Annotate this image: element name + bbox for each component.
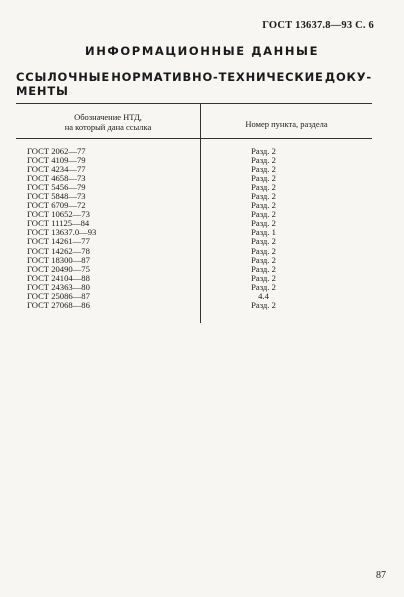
references-title [16,70,372,98]
gost-designation: ГОСТ 5848—73 [27,191,86,202]
gost-designation: ГОСТ 13637.0—93 [27,227,97,238]
gost-designation: ГОСТ 25086—87 [27,291,90,302]
clause-reference: Разд. 2 [251,254,276,265]
standard-reference-header: ГОСТ 13637.8—93 С. 6 [262,20,374,31]
gost-designation: ГОСТ 14262—78 [27,245,90,256]
clause-reference: Разд. 2 [251,263,276,274]
gost-designation: ГОСТ 5456—79 [27,181,86,192]
references-title-line-1 [16,70,372,84]
gost-designation: ГОСТ 24104—88 [27,272,90,283]
clause-reference: Разд. 2 [251,272,276,283]
table-top-rule [16,103,372,104]
table-row [27,301,372,310]
column-header-document [16,112,200,132]
gost-designation: ГОСТ 11125—84 [27,218,90,229]
gost-designation: ГОСТ 18300—87 [27,254,90,265]
clause-reference: Разд. 2 [251,218,276,229]
clause-reference: Разд. 2 [251,209,276,220]
references-title-word-2: НОРМАТИВНО-ТЕХНИЧЕСКИЕ [111,70,324,84]
clause-reference: Разд. 2 [251,245,276,256]
clause-reference: Разд. 2 [251,191,276,202]
column-header-document-line-2: на который дана ссылка [64,122,152,132]
gost-designation: ГОСТ 27068—86 [27,300,90,311]
clause-reference: Разд. 1 [251,227,276,238]
gost-designation: ГОСТ 10652—73 [27,209,90,220]
references-title-line-2: МЕНТЫ [16,84,69,98]
gost-designation: ГОСТ 14261—77 [27,236,90,247]
clause-reference: Разд. 2 [251,154,276,165]
clause-reference: 4.4 [258,291,269,302]
clause-reference: Разд. 2 [251,172,276,183]
clause-reference: Разд. 2 [251,300,276,311]
references-title-word-1: ССЫЛОЧНЫЕ [16,70,111,84]
clause-reference: Разд. 2 [251,181,276,192]
references-title-word-3: ДОКУ- [324,70,372,84]
column-header-document-line-1: Обозначение НТД, [74,112,142,122]
gost-designation: ГОСТ 6709—72 [27,200,86,211]
table-header-rule [16,138,372,139]
gost-designation: ГОСТ 4658—73 [27,172,86,183]
section-title: ИНФОРМАЦИОННЫЕ ДАННЫЕ [84,44,320,58]
clause-reference: Разд. 2 [251,281,276,292]
column-header-clause: Номер пункта, раздела [245,119,328,129]
clause-reference: Разд. 2 [251,236,276,247]
gost-designation: ГОСТ 2062—77 [27,145,86,156]
gost-designation: ГОСТ 4234—77 [27,163,86,174]
clause-reference: Разд. 2 [251,163,276,174]
clause-reference: Разд. 2 [251,200,276,211]
gost-designation: ГОСТ 24363—80 [27,281,90,292]
gost-designation: ГОСТ 20490—75 [27,263,90,274]
references-table-body [27,146,372,310]
page-number: 87 [376,570,386,581]
clause-reference: Разд. 2 [251,145,276,156]
gost-designation: ГОСТ 4109—79 [27,154,86,165]
